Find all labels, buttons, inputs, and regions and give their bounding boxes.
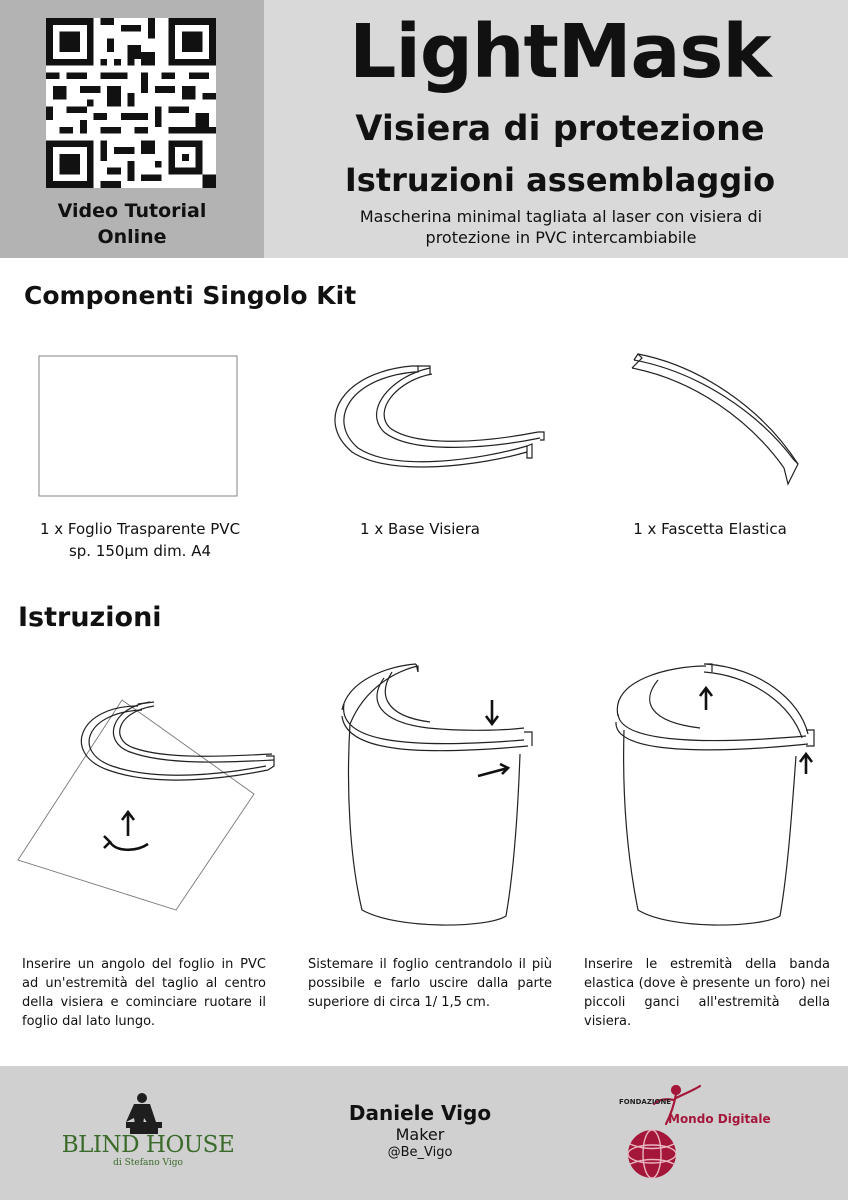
qr-code-icon[interactable] (46, 18, 216, 188)
pvc-sheet-label-line1: 1 x Foglio Trasparente PVC (39, 520, 241, 538)
step-2-text: Sistemare il foglio centrandolo il più possibile e farlo uscire dalla parte superiore di circa 1/ 1,5 cm. (308, 957, 552, 1010)
step-2-drawing (338, 660, 538, 932)
page-description (296, 206, 826, 248)
page-subtitle: Visiera di protezione (355, 109, 765, 149)
page-title: LightMask (349, 9, 771, 95)
qr-caption-line1: Video Tutorial (57, 200, 207, 222)
mondo-digitale-logo-icon (610, 1080, 770, 1180)
page-subtitle-2: Istruzioni assemblaggio (344, 161, 776, 199)
step-3-drawing (610, 660, 822, 932)
author-handle: @Be_Vigo (387, 1145, 453, 1160)
components-heading: Componenti Singolo Kit (24, 281, 357, 310)
visor-base-drawing (322, 360, 548, 472)
blind-house-name: BLIND HOUSE (61, 1132, 235, 1158)
component-label-pvc-sheet (10, 518, 270, 562)
pvc-sheet-drawing (38, 355, 238, 497)
blind-house-subtitle: di Stefano Vigo (113, 1158, 183, 1168)
mondo-fondazione-label: FONDAZIONE (619, 1098, 672, 1106)
component-label-visor-base: 1 x Base Visiera (360, 520, 480, 538)
step-1-drawing (18, 696, 280, 912)
description-line1: Mascherina minimal tagliata al laser con visiera di (359, 207, 763, 226)
qr-caption (20, 198, 244, 250)
author-name: Daniele Vigo (348, 1101, 492, 1125)
pvc-sheet-label-line2: sp. 150µm dim. A4 (68, 542, 212, 560)
component-label-elastic-band: 1 x Fascetta Elastica (633, 520, 787, 538)
mondo-digitale-name: Mondo Digitale (668, 1112, 771, 1126)
author-role: Maker (395, 1125, 445, 1144)
elastic-band-drawing (628, 352, 800, 488)
step-1-text: Inserire un angolo del foglio in PVC ad un'estremità del taglio al centro della visiera e cominciare ruotare il foglio dal lato lungo. (22, 957, 266, 1029)
description-line2: protezione in PVC intercambiabile (425, 228, 697, 247)
qr-caption-line2: Online (97, 226, 167, 248)
step-3-text: Inserire le estremità della banda elastica (dove è presente un foro) nei piccoli ganci all'estremità della visiera. (584, 957, 830, 1029)
instructions-heading: Istruzioni (18, 602, 162, 633)
